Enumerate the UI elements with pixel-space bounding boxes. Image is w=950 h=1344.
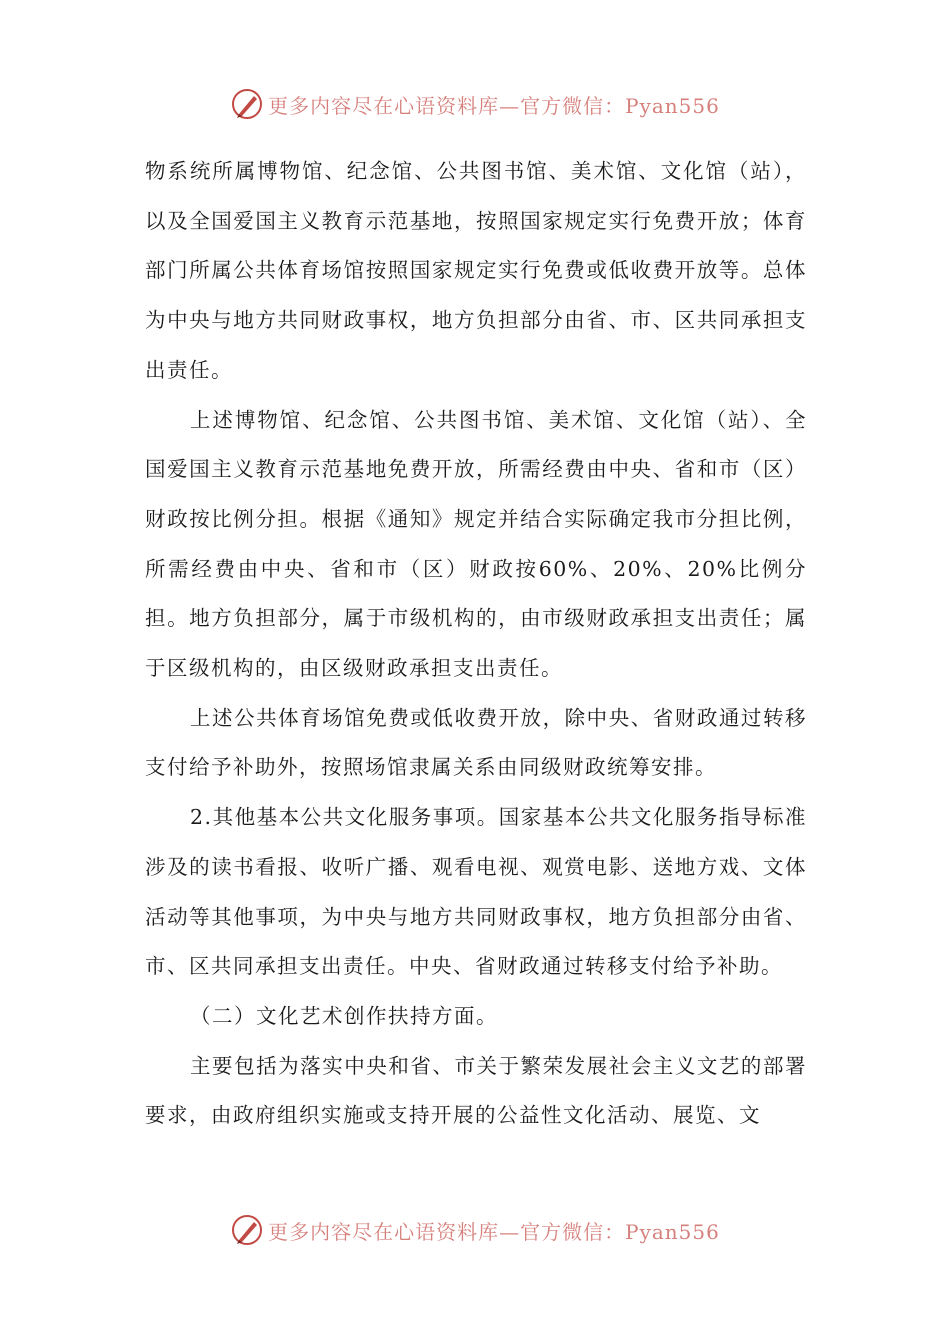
pen-logo-icon (230, 87, 264, 121)
document-body (145, 147, 807, 1141)
section-heading: （二）文化艺术创作扶持方面。 (190, 1003, 498, 1028)
paragraph: 上述公共体育场馆免费或低收费开放，除中央、省财政通过转移支付给予补助外，按照场馆隶属关系由同级财政统筹安排。 (145, 705, 807, 780)
watermark-text: 更多内容尽在心语资料库—官方微信：Pyan556 (268, 1219, 720, 1244)
watermark-text: 更多内容尽在心语资料库—官方微信：Pyan556 (268, 93, 720, 118)
watermark-banner-bottom (0, 1210, 950, 1250)
pen-logo-icon (230, 1213, 264, 1247)
paragraph: 主要包括为落实中央和省、市关于繁荣发展社会主义文艺的部署要求，由政府组织实施或支持开展的公益性文化活动、展览、文 (145, 1053, 807, 1128)
watermark-banner-top (0, 84, 950, 124)
paragraph: 物系统所属博物馆、纪念馆、公共图书馆、美术馆、文化馆（站），以及全国爱国主义教育示范基地，按照国家规定实行免费开放；体育部门所属公共体育场馆按照国家规定实行免费或低收费开放等。总体为中央与地方共同财政事权，地方负担部分由省、市、区共同承担支出责任。 (145, 159, 807, 382)
paragraph: 上述博物馆、纪念馆、公共图书馆、美术馆、文化馆（站）、全国爱国主义教育示范基地免费开放，所需经费由中央、省和市（区）财政按比例分担。根据《通知》规定并结合实际确定我市分担比例，所需经费由中央、省和市（区）财政按60%、20%、20%比例分担。地方负担部分，属于市级机构的，由市级财政承担支出责任；属于区级机构的，由区级财政承担支出责任。 (145, 407, 807, 681)
paragraph: 2.其他基本公共文化服务事项。国家基本公共文化服务指导标准涉及的读书看报、收听广播、观看电视、观赏电影、送地方戏、文体活动等其他事项，为中央与地方共同财政事权，地方负担部分由省、市、区共同承担支出责任。中央、省财政通过转移支付给予补助。 (145, 805, 807, 979)
